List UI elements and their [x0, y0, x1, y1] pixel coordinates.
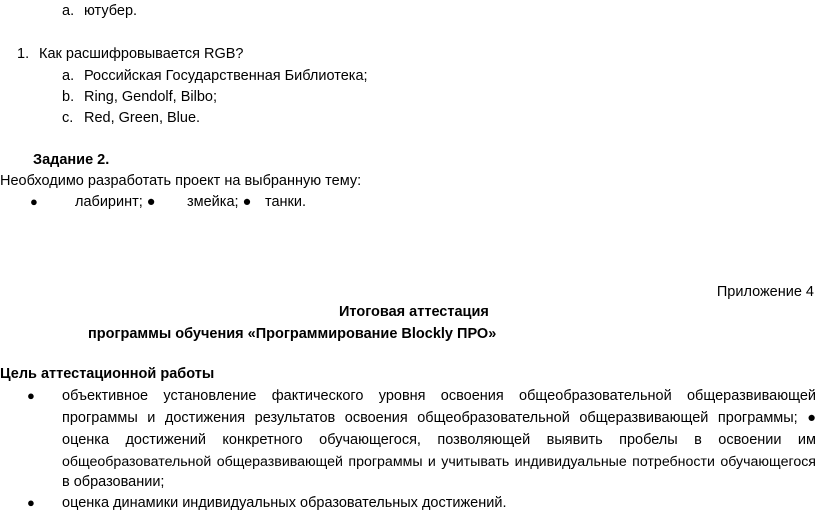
task-2-topic-line	[0, 192, 816, 212]
question-number: 1.	[17, 46, 30, 62]
goal-bullet-1-line-3: оценка достижений конкретного обучающегося, позволяющей выявить пробелы в освоении им	[62, 432, 816, 448]
goal-bullet-1-marker: ●	[27, 388, 35, 403]
task-2-instruction: Необходимо разработать проект на выбранную тему:	[0, 173, 362, 189]
goal-heading: Цель аттестационной работы	[0, 366, 215, 382]
answer-marker: c.	[62, 110, 74, 126]
appendix-title-line-2: программы обучения «Программирование Blockly ПРО»	[88, 326, 497, 342]
answer-text: ютубер.	[84, 3, 138, 19]
answer-text: Ring, Gendolf, Bilbo;	[84, 89, 217, 105]
prev-answer-a	[62, 1, 137, 21]
question-1-answer-b	[62, 87, 217, 107]
question-1	[17, 44, 243, 64]
question-1-answer-c	[62, 108, 200, 128]
answer-marker: a.	[62, 68, 75, 84]
answer-marker: a.	[62, 3, 75, 19]
topic-tanks: танки.	[265, 194, 307, 210]
goal-bullet-2-marker: ●	[27, 495, 35, 510]
goal-bullet-1-line-5: в образовании;	[62, 474, 165, 490]
question-1-answer-a	[62, 66, 368, 86]
goal-bullet-1-line-1: объективное установление фактического уровня освоения общеобразовательной общеразвивающей	[62, 388, 816, 404]
appendix-label: Приложение 4	[716, 284, 814, 300]
answer-text: Российская Государственная Библиотека;	[84, 68, 368, 84]
question-text: Как расшифровывается RGB?	[39, 46, 244, 62]
task-2-heading: Задание 2.	[33, 152, 110, 168]
topic-labyrinth: лабиринт; ●	[75, 194, 156, 210]
topic-snake: змейка; ●	[187, 194, 252, 210]
appendix-title-line-1: Итоговая аттестация	[339, 304, 489, 320]
goal-bullet-1-line-4: общеобразовательной общеразвивающей программы и учитывать индивидуальные потребности обучающегося	[62, 454, 816, 470]
goal-bullet-1-line-2: программы и достижения результатов освоения общеобразовательной общеразвивающей программы; ●	[62, 410, 816, 426]
answer-marker: b.	[62, 89, 75, 105]
goal-bullet-2-line-1: оценка динамики индивидуальных образовательных достижений.	[62, 495, 507, 511]
answer-text: Red, Green, Blue.	[84, 110, 201, 126]
bullet-marker: ●	[30, 194, 38, 209]
